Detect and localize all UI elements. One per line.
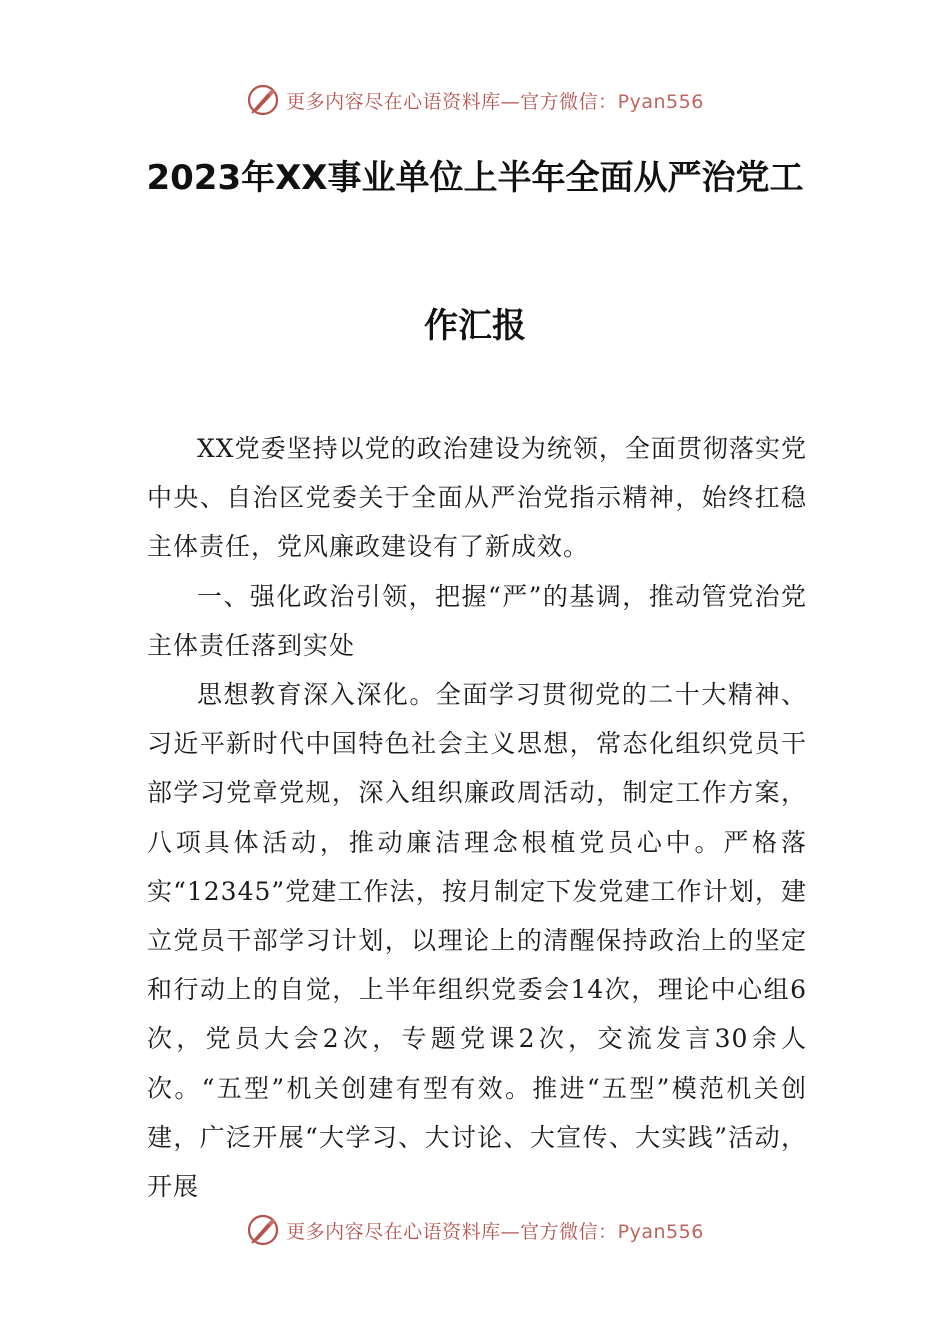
section-heading-1: 一、强化政治引领，把握“严”的基调，推动管党治党主体责任落到实处 (147, 581, 807, 660)
watermark-banner-bottom (0, 1210, 950, 1250)
document-title-line2: 作汇报 (424, 306, 526, 346)
document-body (147, 424, 807, 1211)
watermark-banner-top (0, 80, 950, 120)
pen-seal-icon (246, 1213, 280, 1247)
paragraph-ideological-education: 思想教育深入深化。全面学习贯彻党的二十大精神、习近平新时代中国特色社会主义思想，常态化组织党员干部学习党章党规，深入组织廉政周活动，制定工作方案，八项具体活动，推动廉洁理念根植党员心中。严格落实“12345”党建工作法，按月制定下发党建工作计划，建立党员干部学习计划，以理论上的清醒保持政治上的坚定和行动上的自觉，上半年组织党委会14次，理论中心组6次，党员大会2次，专题党课2次，交流发言30余人次。“五型”机关创建有型有效。推进“五型”模范机关创建，广泛开展“大学习、大讨论、大宣传、大实践”活动，开展 (147, 680, 807, 1202)
wechat-id-bottom: Pyan556 (617, 1220, 704, 1243)
watermark-text: 更多内容尽在心语资料库—官方微信：Pyan556 (286, 90, 704, 113)
pen-seal-icon (246, 83, 280, 117)
document-title-line1: 2023年XX事业单位上半年全面从严治党工 (146, 158, 804, 198)
wechat-id: Pyan556 (617, 90, 704, 113)
watermark-text-bottom: 更多内容尽在心语资料库—官方微信：Pyan556 (286, 1220, 704, 1243)
paragraph-intro: XX党委坚持以党的政治建设为统领，全面贯彻落实党中央、自治区党委关于全面从严治党指示精神，始终扛稳主体责任，党风廉政建设有了新成效。 (147, 434, 807, 562)
